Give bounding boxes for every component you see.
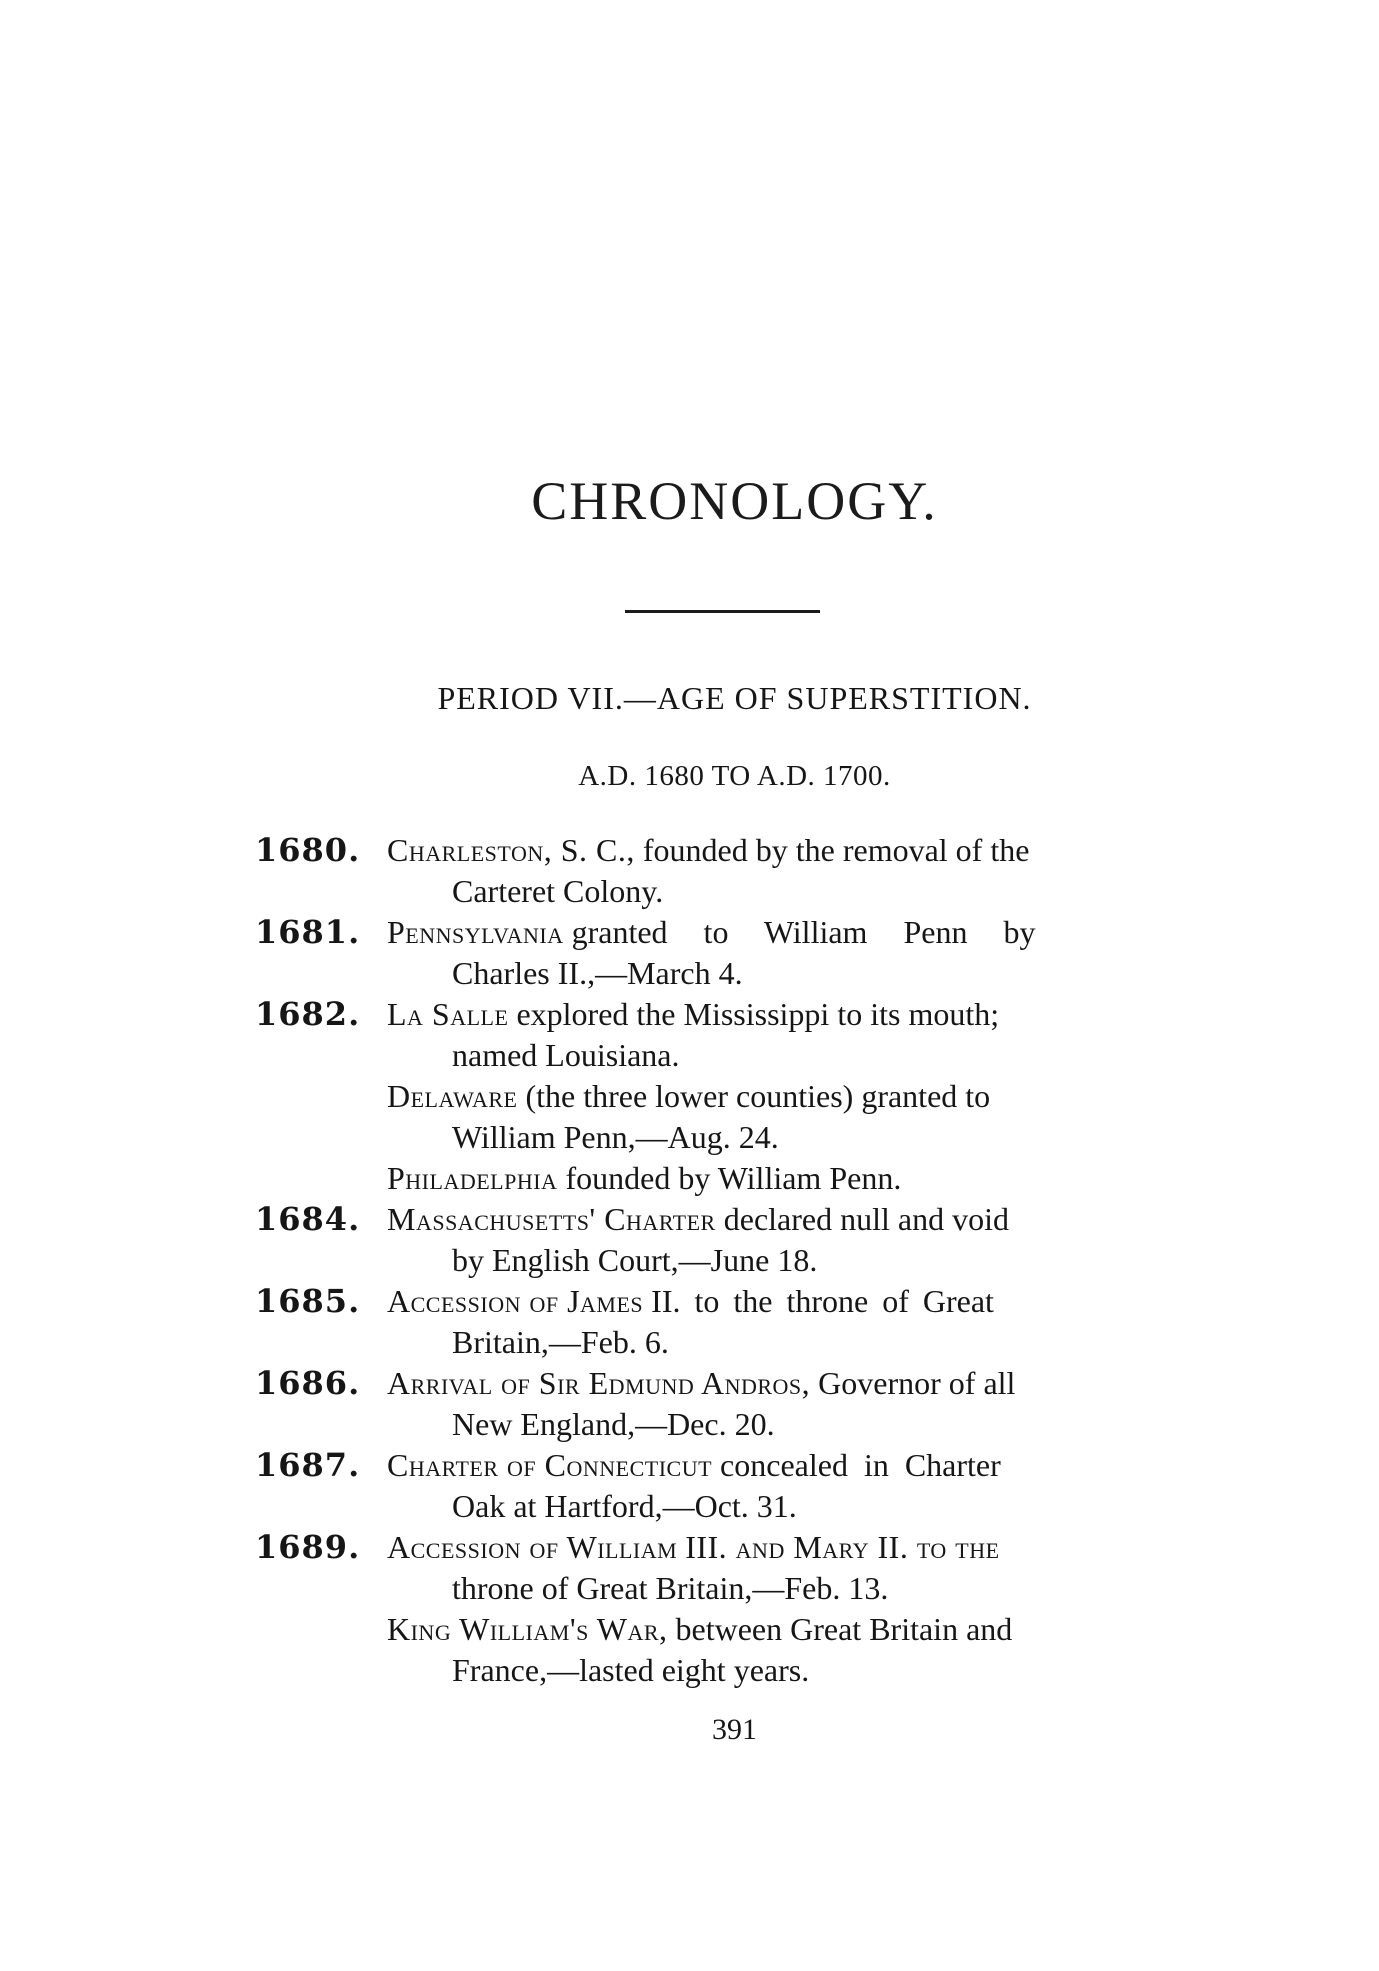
- chronology-entry: [255, 1281, 1207, 1363]
- entry-text: declared null and void: [723, 1201, 1009, 1237]
- entry-heading: Accession of James: [387, 1283, 644, 1319]
- entry-year: 1681.: [255, 913, 361, 951]
- entry-year: 1689.: [255, 1528, 361, 1566]
- chronology-entry: [255, 830, 1207, 912]
- page-title: CHRONOLOGY.: [531, 471, 938, 531]
- entry-year: 1687.: [255, 1446, 361, 1484]
- title-divider: [625, 610, 820, 613]
- entry-text-continued: Charles II.,—March 4.: [452, 955, 743, 991]
- entry-heading: Delaware: [387, 1078, 518, 1114]
- entry-text: III. and Mary II. to the: [685, 1529, 1000, 1565]
- entry-text-continued: France,—lasted eight years.: [452, 1652, 810, 1688]
- page-number: 391: [712, 1713, 757, 1746]
- entry-text: (the three lower counties) granted to: [525, 1078, 991, 1114]
- entry-text-continued: Oak at Hartford,—Oct. 31.: [452, 1488, 797, 1524]
- chronology-entry: [255, 1199, 1207, 1281]
- entry-text: Governor of all: [818, 1365, 1016, 1401]
- entry-heading: Pennsylvania: [387, 914, 564, 950]
- entry-heading: King William's War,: [387, 1611, 668, 1647]
- chronology-entry: [255, 1363, 1207, 1445]
- entry-heading: Philadelphia: [387, 1160, 558, 1196]
- entry-year: 1685.: [255, 1282, 361, 1320]
- chronology-entry: [255, 1076, 1207, 1158]
- entry-text-continued: Britain,—Feb. 6.: [452, 1324, 669, 1360]
- entry-year: 1684.: [255, 1200, 361, 1238]
- chronology-entry: [255, 1527, 1207, 1609]
- chronology-entry: [255, 1158, 1207, 1199]
- entry-text: founded by the removal of the: [642, 832, 1030, 868]
- entry-text-continued: named Louisiana.: [452, 1037, 680, 1073]
- entry-text-continued: William Penn,—Aug. 24.: [452, 1119, 779, 1155]
- entry-text-continued: by English Court,—June 18.: [452, 1242, 818, 1278]
- entry-heading: Charleston, S. C.,: [387, 832, 635, 868]
- entry-text: founded by William Penn.: [565, 1160, 902, 1196]
- entry-text: concealed in Charter: [720, 1447, 1001, 1483]
- chronology-entry: [255, 994, 1207, 1076]
- entry-text: explored the Mississippi to its mouth;: [516, 996, 1000, 1032]
- chronology-entry: [255, 1609, 1207, 1691]
- entry-heading: Arrival of Sir Edmund Andros,: [387, 1365, 811, 1401]
- entry-year: 1682.: [255, 995, 361, 1033]
- period-dates: A.D. 1680 TO A.D. 1700.: [578, 760, 891, 792]
- entry-text-continued: Carteret Colony.: [452, 873, 664, 909]
- entry-text-continued: New England,—Dec. 20.: [452, 1406, 775, 1442]
- entry-heading: La Salle: [387, 996, 509, 1032]
- entry-year: 1680.: [255, 831, 361, 869]
- entry-heading: Massachusetts' Charter: [387, 1201, 716, 1237]
- entry-text: granted to William Penn by: [571, 914, 1036, 950]
- chronology-entry: [255, 1445, 1207, 1527]
- chronology-entry: [255, 912, 1207, 994]
- entry-heading: Charter of Connecticut: [387, 1447, 713, 1483]
- entry-text-continued: throne of Great Britain,—Feb. 13.: [452, 1570, 889, 1606]
- chronology-list: [255, 830, 1207, 1691]
- entry-text: between Great Britain and: [675, 1611, 1013, 1647]
- entry-heading: Accession of William: [387, 1529, 678, 1565]
- entry-year: 1686.: [255, 1364, 361, 1402]
- entry-text: II. to the throne of Great: [651, 1283, 994, 1319]
- period-heading: PERIOD VII.—AGE OF SUPERSTITION.: [437, 680, 1032, 716]
